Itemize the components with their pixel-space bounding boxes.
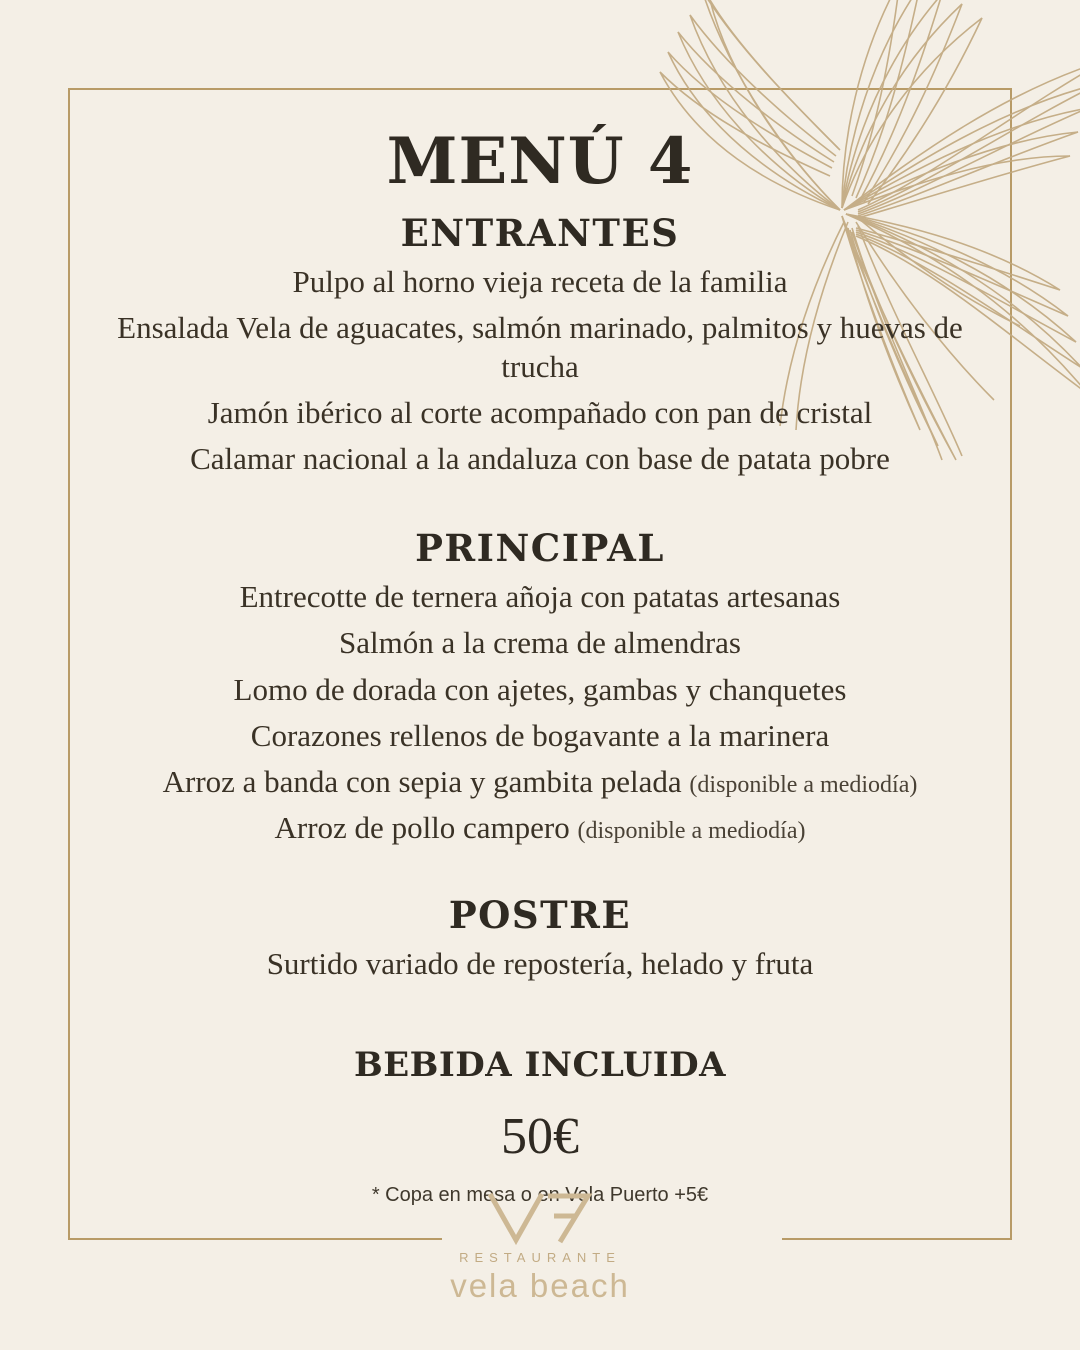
menu-item: Lomo de dorada con ajetes, gambas y chanquetes bbox=[233, 671, 847, 707]
menu-item-note: (disponible a mediodía) bbox=[577, 817, 806, 844]
menu-item-note: (disponible a mediodía) bbox=[689, 771, 918, 798]
logo-name: vela beach bbox=[450, 1267, 630, 1304]
menu-item bbox=[0, 762, 1080, 801]
section-heading-principal: PRINCIPAL bbox=[415, 526, 665, 571]
menu-item-name: Arroz a banda con sepia y gambita pelada bbox=[162, 763, 682, 799]
page-title: MENÚ 4 bbox=[386, 124, 694, 199]
logo-subtitle: RESTAURANTE bbox=[459, 1250, 621, 1265]
menu-item: Ensalada Vela de aguacates, salmón marinado, palmitos y huevas de trucha bbox=[117, 310, 963, 385]
price-label: 50€ bbox=[501, 1107, 579, 1165]
drink-included-label: BEBIDA INCLUIDA bbox=[353, 1044, 726, 1085]
menu-item: Surtido variado de repostería, helado y fruta bbox=[266, 945, 814, 981]
menu-item bbox=[0, 808, 1080, 847]
menu-item: Jamón ibérico al corte acompañado con pan de cristal bbox=[207, 395, 873, 431]
monogram-v7-icon bbox=[480, 1188, 600, 1248]
section-heading-postre: POSTRE bbox=[448, 892, 632, 937]
menu-item-name: Arroz de pollo campero bbox=[274, 809, 570, 845]
restaurant-logo bbox=[390, 1188, 690, 1305]
menu-item: Entrecotte de ternera añoja con patatas artesanas bbox=[239, 579, 841, 615]
menu-item: Calamar nacional a la andaluza con base de patata pobre bbox=[190, 441, 890, 477]
menu-item: Salmón a la crema de almendras bbox=[339, 625, 741, 661]
footnote: * Copa en mesa o en Vela Puerto +5€ bbox=[371, 1183, 709, 1206]
menu-item: Pulpo al horno vieja receta de la familia bbox=[292, 264, 788, 300]
section-heading-entrantes: ENTRANTES bbox=[400, 211, 680, 256]
menu-item: Corazones rellenos de bogavante a la marinera bbox=[250, 717, 830, 753]
